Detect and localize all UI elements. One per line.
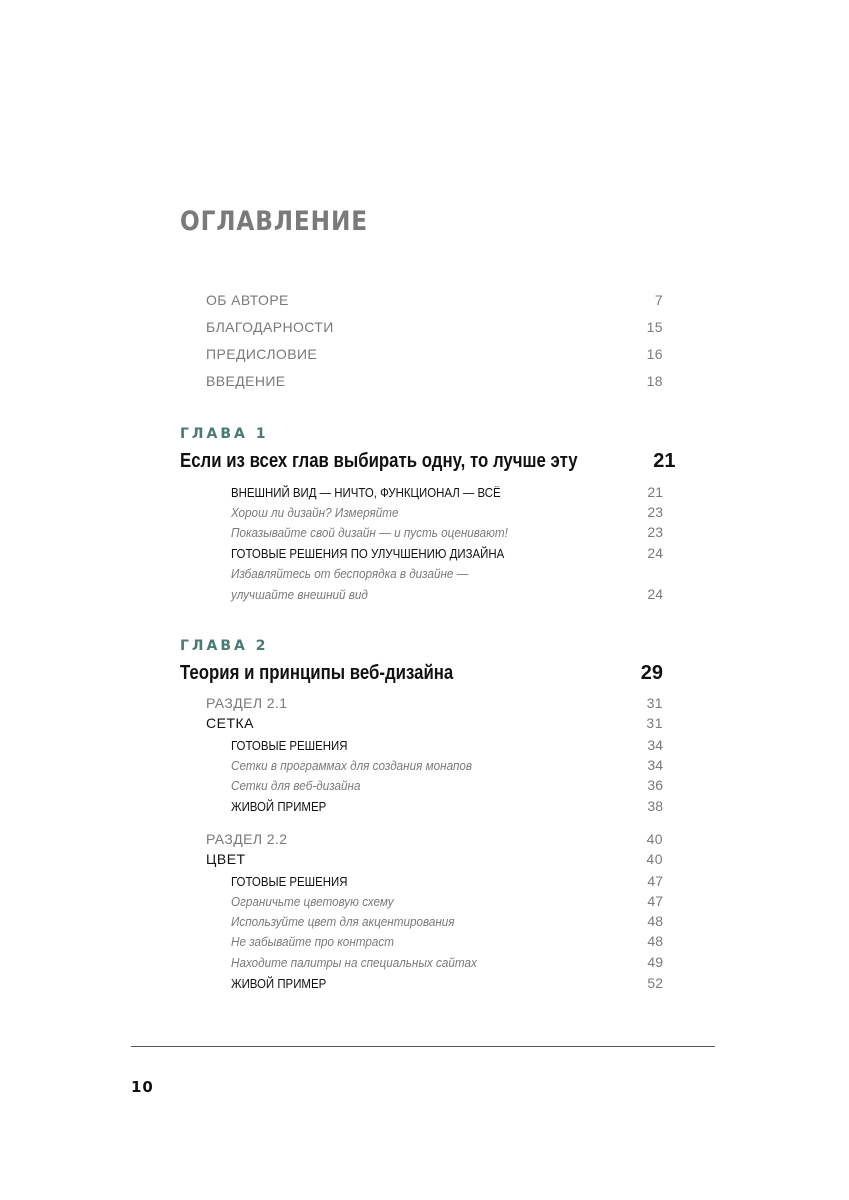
entry-page: 23 xyxy=(647,524,663,540)
chapter-2-label: ГЛАВА 2 xyxy=(180,638,269,654)
toc-entry[interactable] xyxy=(231,913,663,929)
entry-label: СЕТКА xyxy=(206,715,254,731)
toc-entry[interactable] xyxy=(231,777,663,793)
entry-page: 48 xyxy=(647,933,663,949)
page-title: ОГЛАВЛЕНИЕ xyxy=(180,206,368,237)
entry-label: Сетки для веб-дизайна xyxy=(231,778,361,793)
entry-page: 34 xyxy=(647,757,663,773)
entry-label: ГОТОВЫЕ РЕШЕНИЯ xyxy=(231,874,348,889)
chapter-1-heading[interactable] xyxy=(180,450,676,473)
toc-entry[interactable] xyxy=(231,484,663,500)
entry-label: Находите палитры на специальных сайтах xyxy=(231,955,477,970)
entry-page: 31 xyxy=(646,715,663,731)
entry-page: 36 xyxy=(647,777,663,793)
chapter-2-heading[interactable] xyxy=(180,662,663,685)
toc-entry[interactable] xyxy=(231,893,663,909)
entry-page: 47 xyxy=(647,873,663,889)
section-2-2-label[interactable] xyxy=(206,831,663,847)
entry-label: ВВЕДЕНИЕ xyxy=(206,373,286,389)
toc-entry[interactable] xyxy=(231,524,663,540)
chapter-title: Если из всех глав выбирать одну, то лучше эту xyxy=(180,450,578,472)
entry-label: Ограничьте цветовую схему xyxy=(231,894,394,909)
entry-label: улучшайте внешний вид xyxy=(231,587,368,602)
entry-page: 40 xyxy=(646,851,663,867)
entry-label: ГОТОВЫЕ РЕШЕНИЯ xyxy=(231,738,348,753)
page-number: 10 xyxy=(131,1078,154,1096)
entry-page: 47 xyxy=(647,893,663,909)
toc-entry-about-author[interactable] xyxy=(206,292,663,308)
toc-entry[interactable] xyxy=(231,798,663,814)
footer-divider xyxy=(131,1046,715,1047)
entry-label: РАЗДЕЛ 2.1 xyxy=(206,695,288,711)
toc-entry-introduction[interactable] xyxy=(206,373,663,389)
toc-entry[interactable] xyxy=(231,504,663,520)
entry-page: 34 xyxy=(647,737,663,753)
entry-label: ОБ АВТОРЕ xyxy=(206,292,289,308)
entry-label: ЦВЕТ xyxy=(206,851,246,867)
entry-page: 52 xyxy=(647,975,663,991)
toc-entry[interactable] xyxy=(231,933,663,949)
entry-page: 48 xyxy=(647,913,663,929)
entry-page: 49 xyxy=(647,954,663,970)
chapter-1-label: ГЛАВА 1 xyxy=(180,426,269,442)
section-2-1-name[interactable] xyxy=(206,715,663,731)
entry-page: 38 xyxy=(647,798,663,814)
entry-page: 7 xyxy=(654,292,663,308)
toc-entry-line2[interactable] xyxy=(231,586,663,602)
toc-entry-line1[interactable] xyxy=(231,566,663,581)
entry-label: Используйте цвет для акцентирования xyxy=(231,914,455,929)
entry-page: 16 xyxy=(646,346,663,362)
entry-page: 21 xyxy=(647,484,663,500)
entry-label: ВНЕШНИЙ ВИД — НИЧТО, ФУНКЦИОНАЛ — ВСЁ xyxy=(231,485,501,500)
toc-entry[interactable] xyxy=(231,545,663,561)
chapter-title: Теория и принципы веб-дизайна xyxy=(180,662,454,684)
entry-page: 40 xyxy=(646,831,663,847)
entry-label: РАЗДЕЛ 2.2 xyxy=(206,831,288,847)
chapter-page: 29 xyxy=(640,662,663,684)
toc-entry[interactable] xyxy=(231,737,663,753)
toc-entry[interactable] xyxy=(231,954,663,970)
entry-label: ЖИВОЙ ПРИМЕР xyxy=(231,976,327,991)
entry-label: Избавляйтесь от беспорядка в дизайне — xyxy=(231,566,469,581)
chapter-page: 21 xyxy=(653,450,676,472)
entry-label: ЖИВОЙ ПРИМЕР xyxy=(231,799,327,814)
entry-label: Сетки в программах для создания монапов xyxy=(231,758,473,773)
entry-page: 23 xyxy=(647,504,663,520)
entry-label: ПРЕДИСЛОВИЕ xyxy=(206,346,318,362)
toc-entry-foreword[interactable] xyxy=(206,346,663,362)
section-2-1-label[interactable] xyxy=(206,695,663,711)
toc-entry[interactable] xyxy=(231,757,663,773)
entry-label: Не забывайте про контраст xyxy=(231,934,394,949)
toc-entry[interactable] xyxy=(231,873,663,889)
entry-page: 24 xyxy=(647,545,663,561)
entry-page: 31 xyxy=(646,695,663,711)
entry-label: Хорош ли дизайн? Измеряйте xyxy=(231,505,399,520)
section-2-2-name[interactable] xyxy=(206,851,663,867)
entry-page: 18 xyxy=(646,373,663,389)
entry-label: БЛАГОДАРНОСТИ xyxy=(206,319,334,335)
toc-entry[interactable] xyxy=(231,975,663,991)
entry-label: Показывайте свой дизайн — и пусть оценивают! xyxy=(231,525,508,540)
toc-entry-acknowledgements[interactable] xyxy=(206,319,663,335)
entry-page: 15 xyxy=(646,319,663,335)
entry-page: 24 xyxy=(647,586,663,602)
entry-label: ГОТОВЫЕ РЕШЕНИЯ ПО УЛУЧШЕНИЮ ДИЗАЙНА xyxy=(231,546,505,561)
